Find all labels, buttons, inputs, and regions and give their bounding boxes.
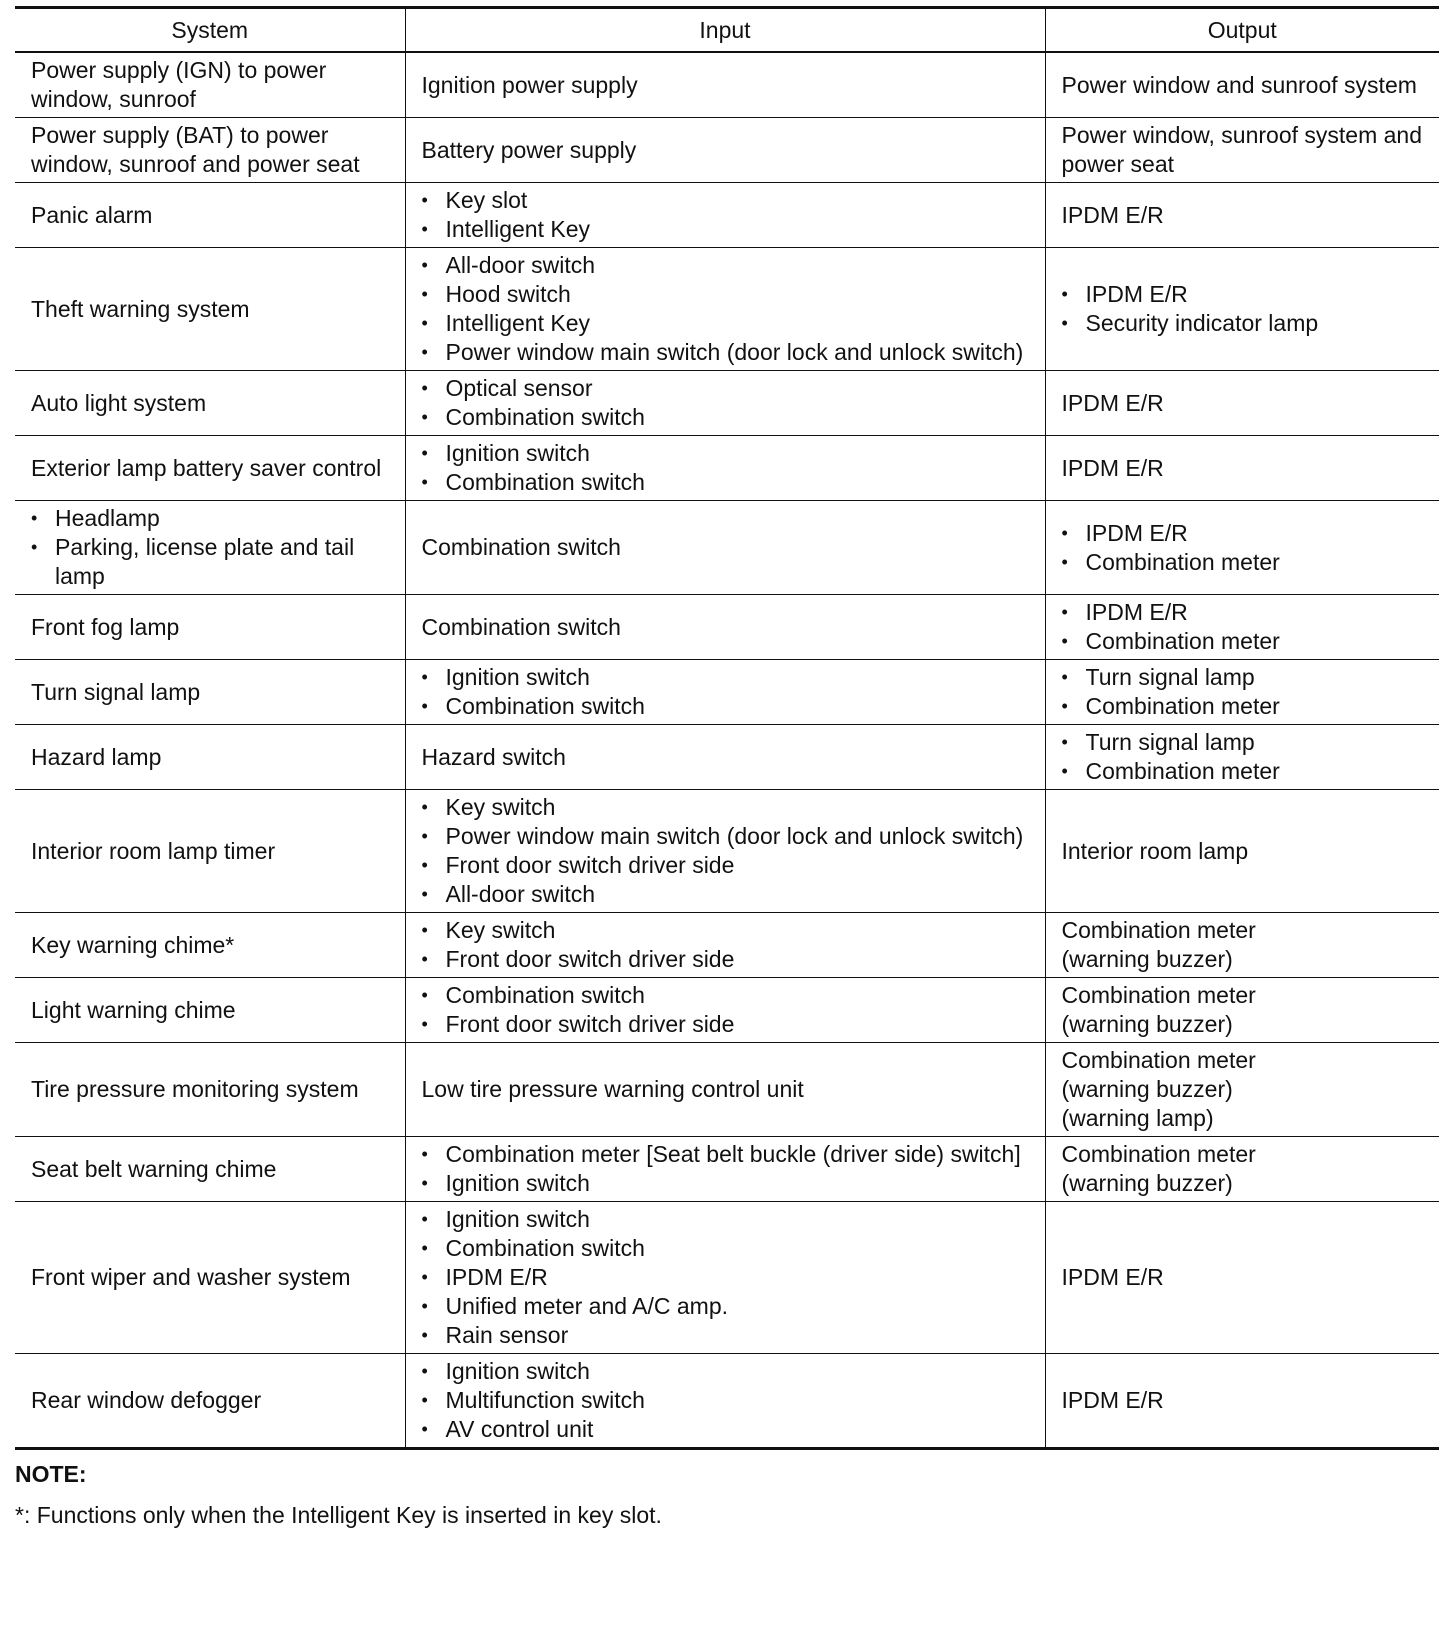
bullet-list (422, 1205, 1039, 1350)
cell-line: IPDM E/R (1061, 389, 1164, 416)
cell-system (15, 660, 405, 725)
cell-input (405, 913, 1045, 978)
list-item: • Key switch (422, 793, 1039, 822)
table-row (15, 248, 1439, 371)
cell-line: Light warning chime (31, 996, 236, 1023)
bullet-list (422, 793, 1039, 909)
list-item: • All-door switch (422, 251, 1039, 280)
cell-system (15, 790, 405, 913)
cell-line: Battery power supply (421, 136, 637, 163)
cell-line: Combination switch (421, 534, 621, 560)
cell-output (1045, 913, 1439, 978)
cell-system (15, 371, 405, 436)
cell-output (1045, 248, 1439, 371)
note-text: *: Functions only when the Intelligent Key is inserted in key slot. (15, 1502, 662, 1528)
cell-line: Seat belt warning chime (31, 1155, 277, 1182)
bullet-list (422, 663, 1039, 721)
cell-input (405, 660, 1045, 725)
list-item: • Power window main switch (door lock and unlock switch) (422, 338, 1039, 367)
list-item: • IPDM E/R (422, 1263, 1039, 1292)
cell-line: Power window, sunroof system and power seat (1061, 122, 1423, 177)
cell-output (1045, 1354, 1439, 1449)
table-row (15, 501, 1439, 595)
cell-line: IPDM E/R (1061, 1264, 1164, 1290)
bullet-list (422, 1140, 1039, 1198)
column-header-input: Input (405, 8, 1045, 53)
list-item: • AV control unit (422, 1415, 1039, 1444)
cell-line: Combination meter (1061, 917, 1256, 943)
cell-system (15, 978, 405, 1043)
bullet-list (31, 504, 399, 591)
cell-input (405, 1354, 1045, 1449)
cell-output (1045, 1043, 1439, 1137)
list-item: • Rain sensor (422, 1321, 1039, 1350)
cell-system (15, 1354, 405, 1449)
list-item: • All-door switch (422, 880, 1039, 909)
cell-line: Auto light system (31, 389, 207, 416)
cell-line: Combination meter (1061, 982, 1256, 1008)
cell-input (405, 501, 1045, 595)
column-header-output: Output (1045, 8, 1439, 53)
table-row (15, 1354, 1439, 1449)
cell-line: Power supply (IGN) to power window, sunroof (31, 57, 327, 112)
list-item: • Combination meter (1062, 548, 1434, 577)
cell-line: Ignition power supply (421, 71, 638, 98)
cell-line: Hazard lamp (31, 743, 162, 770)
list-item: • IPDM E/R (1062, 280, 1434, 309)
column-header-system: System (15, 8, 405, 53)
cell-system (15, 436, 405, 501)
cell-line: Turn signal lamp (31, 678, 201, 705)
cell-input (405, 248, 1045, 371)
bullet-list (1062, 598, 1434, 656)
list-item: • Unified meter and A/C amp. (422, 1292, 1039, 1321)
bullet-list (422, 186, 1039, 244)
list-item: • IPDM E/R (1062, 598, 1434, 627)
table-header-row (15, 8, 1439, 53)
cell-input (405, 1137, 1045, 1202)
cell-line: Low tire pressure warning control unit (421, 1076, 804, 1102)
cell-output (1045, 660, 1439, 725)
cell-line: IPDM E/R (1061, 201, 1164, 228)
cell-line: Rear window defogger (31, 1387, 262, 1413)
list-item: • Security indicator lamp (1062, 309, 1434, 338)
table-row (15, 790, 1439, 913)
cell-output (1045, 978, 1439, 1043)
list-item: • Parking, license plate and tail lamp (31, 533, 399, 591)
table-body (15, 52, 1439, 1449)
cell-system (15, 1202, 405, 1354)
cell-input (405, 1043, 1045, 1137)
cell-input (405, 183, 1045, 248)
cell-input (405, 436, 1045, 501)
cell-line: (warning buzzer) (1061, 1076, 1233, 1102)
cell-system (15, 52, 405, 118)
list-item: • Front door switch driver side (422, 851, 1039, 880)
list-item: • Combination meter (1062, 757, 1434, 786)
cell-line: IPDM E/R (1061, 454, 1164, 481)
table-row (15, 725, 1439, 790)
cell-output (1045, 118, 1439, 183)
bullet-list (1062, 280, 1434, 338)
cell-system (15, 501, 405, 595)
bullet-list (422, 1357, 1039, 1444)
list-item: • Combination switch (422, 692, 1039, 721)
table-row (15, 1202, 1439, 1354)
cell-system (15, 1043, 405, 1137)
cell-line: (warning buzzer) (1061, 1170, 1233, 1196)
cell-system (15, 725, 405, 790)
cell-line: Front wiper and washer system (31, 1264, 351, 1290)
table-row (15, 371, 1439, 436)
list-item: • Combination meter (1062, 627, 1434, 656)
cell-line: Front fog lamp (31, 613, 180, 640)
list-item: • Combination meter (1062, 692, 1434, 721)
cell-input (405, 978, 1045, 1043)
cell-system (15, 595, 405, 660)
list-item: • Ignition switch (422, 1357, 1039, 1386)
list-item: • Multifunction switch (422, 1386, 1039, 1415)
table-row (15, 913, 1439, 978)
bullet-list (422, 439, 1039, 497)
bullet-list (422, 374, 1039, 432)
list-item: • Ignition switch (422, 439, 1039, 468)
cell-line: Theft warning system (31, 295, 250, 322)
cell-output (1045, 725, 1439, 790)
table-row (15, 436, 1439, 501)
list-item: • Hood switch (422, 280, 1039, 309)
bullet-list (422, 251, 1039, 367)
table-row (15, 52, 1439, 118)
cell-output (1045, 1202, 1439, 1354)
system-io-table (15, 6, 1439, 1450)
list-item: • Ignition switch (422, 1169, 1039, 1198)
list-item: • Key switch (422, 916, 1039, 945)
table-row (15, 595, 1439, 660)
table-row (15, 1043, 1439, 1137)
cell-output (1045, 436, 1439, 501)
note-heading: NOTE: (15, 1461, 87, 1487)
cell-line: Combination meter (1061, 1047, 1256, 1073)
list-item: • Combination meter [Seat belt buckle (driver side) switch] (422, 1140, 1039, 1169)
cell-line: Interior room lamp (1061, 837, 1249, 864)
list-item: • Combination switch (422, 468, 1039, 497)
cell-line: Hazard switch (421, 743, 566, 770)
cell-system (15, 248, 405, 371)
cell-output (1045, 183, 1439, 248)
list-item: • Power window main switch (door lock and unlock switch) (422, 822, 1039, 851)
document-page (15, 6, 1439, 1530)
list-item: • Combination switch (422, 403, 1039, 432)
table-row (15, 118, 1439, 183)
list-item: • Combination switch (422, 1234, 1039, 1263)
cell-line: Interior room lamp timer (31, 837, 276, 864)
cell-line: IPDM E/R (1061, 1387, 1164, 1413)
cell-input (405, 725, 1045, 790)
cell-system (15, 183, 405, 248)
cell-system (15, 1137, 405, 1202)
table-row (15, 183, 1439, 248)
bullet-list (422, 916, 1039, 974)
list-item: • Front door switch driver side (422, 1010, 1039, 1039)
cell-input (405, 371, 1045, 436)
table-row (15, 978, 1439, 1043)
list-item: • IPDM E/R (1062, 519, 1434, 548)
cell-system (15, 913, 405, 978)
list-item: • Headlamp (31, 504, 399, 533)
cell-system (15, 118, 405, 183)
list-item: • Turn signal lamp (1062, 663, 1434, 692)
list-item: • Combination switch (422, 981, 1039, 1010)
bullet-list (1062, 663, 1434, 721)
cell-output (1045, 595, 1439, 660)
cell-line: Power window and sunroof system (1061, 71, 1417, 98)
cell-output (1045, 52, 1439, 118)
list-item: • Key slot (422, 186, 1039, 215)
cell-line: Combination meter (1061, 1141, 1256, 1167)
cell-line: Power supply (BAT) to power window, sunroof and power seat (31, 122, 360, 177)
table-row (15, 660, 1439, 725)
table-row (15, 1137, 1439, 1202)
cell-line: Combination switch (421, 613, 621, 640)
list-item: • Ignition switch (422, 663, 1039, 692)
bullet-list (1062, 728, 1434, 786)
cell-line: Tire pressure monitoring system (31, 1076, 359, 1102)
cell-output (1045, 501, 1439, 595)
list-item: • Turn signal lamp (1062, 728, 1434, 757)
cell-output (1045, 790, 1439, 913)
cell-output (1045, 371, 1439, 436)
cell-line: Key warning chime* (31, 931, 235, 958)
list-item: • Ignition switch (422, 1205, 1039, 1234)
cell-line: (warning buzzer) (1061, 946, 1233, 972)
list-item: • Front door switch driver side (422, 945, 1039, 974)
list-item: • Intelligent Key (422, 309, 1039, 338)
list-item: • Optical sensor (422, 374, 1039, 403)
bullet-list (1062, 519, 1434, 577)
cell-input (405, 1202, 1045, 1354)
cell-input (405, 595, 1045, 660)
cell-input (405, 118, 1045, 183)
cell-input (405, 52, 1045, 118)
list-item: • Intelligent Key (422, 215, 1039, 244)
cell-output (1045, 1137, 1439, 1202)
cell-line: (warning buzzer) (1061, 1011, 1233, 1037)
bullet-list (422, 981, 1039, 1039)
cell-line: (warning lamp) (1061, 1105, 1214, 1131)
cell-line: Panic alarm (31, 201, 153, 228)
cell-line: Exterior lamp battery saver control (31, 454, 382, 481)
cell-input (405, 790, 1045, 913)
